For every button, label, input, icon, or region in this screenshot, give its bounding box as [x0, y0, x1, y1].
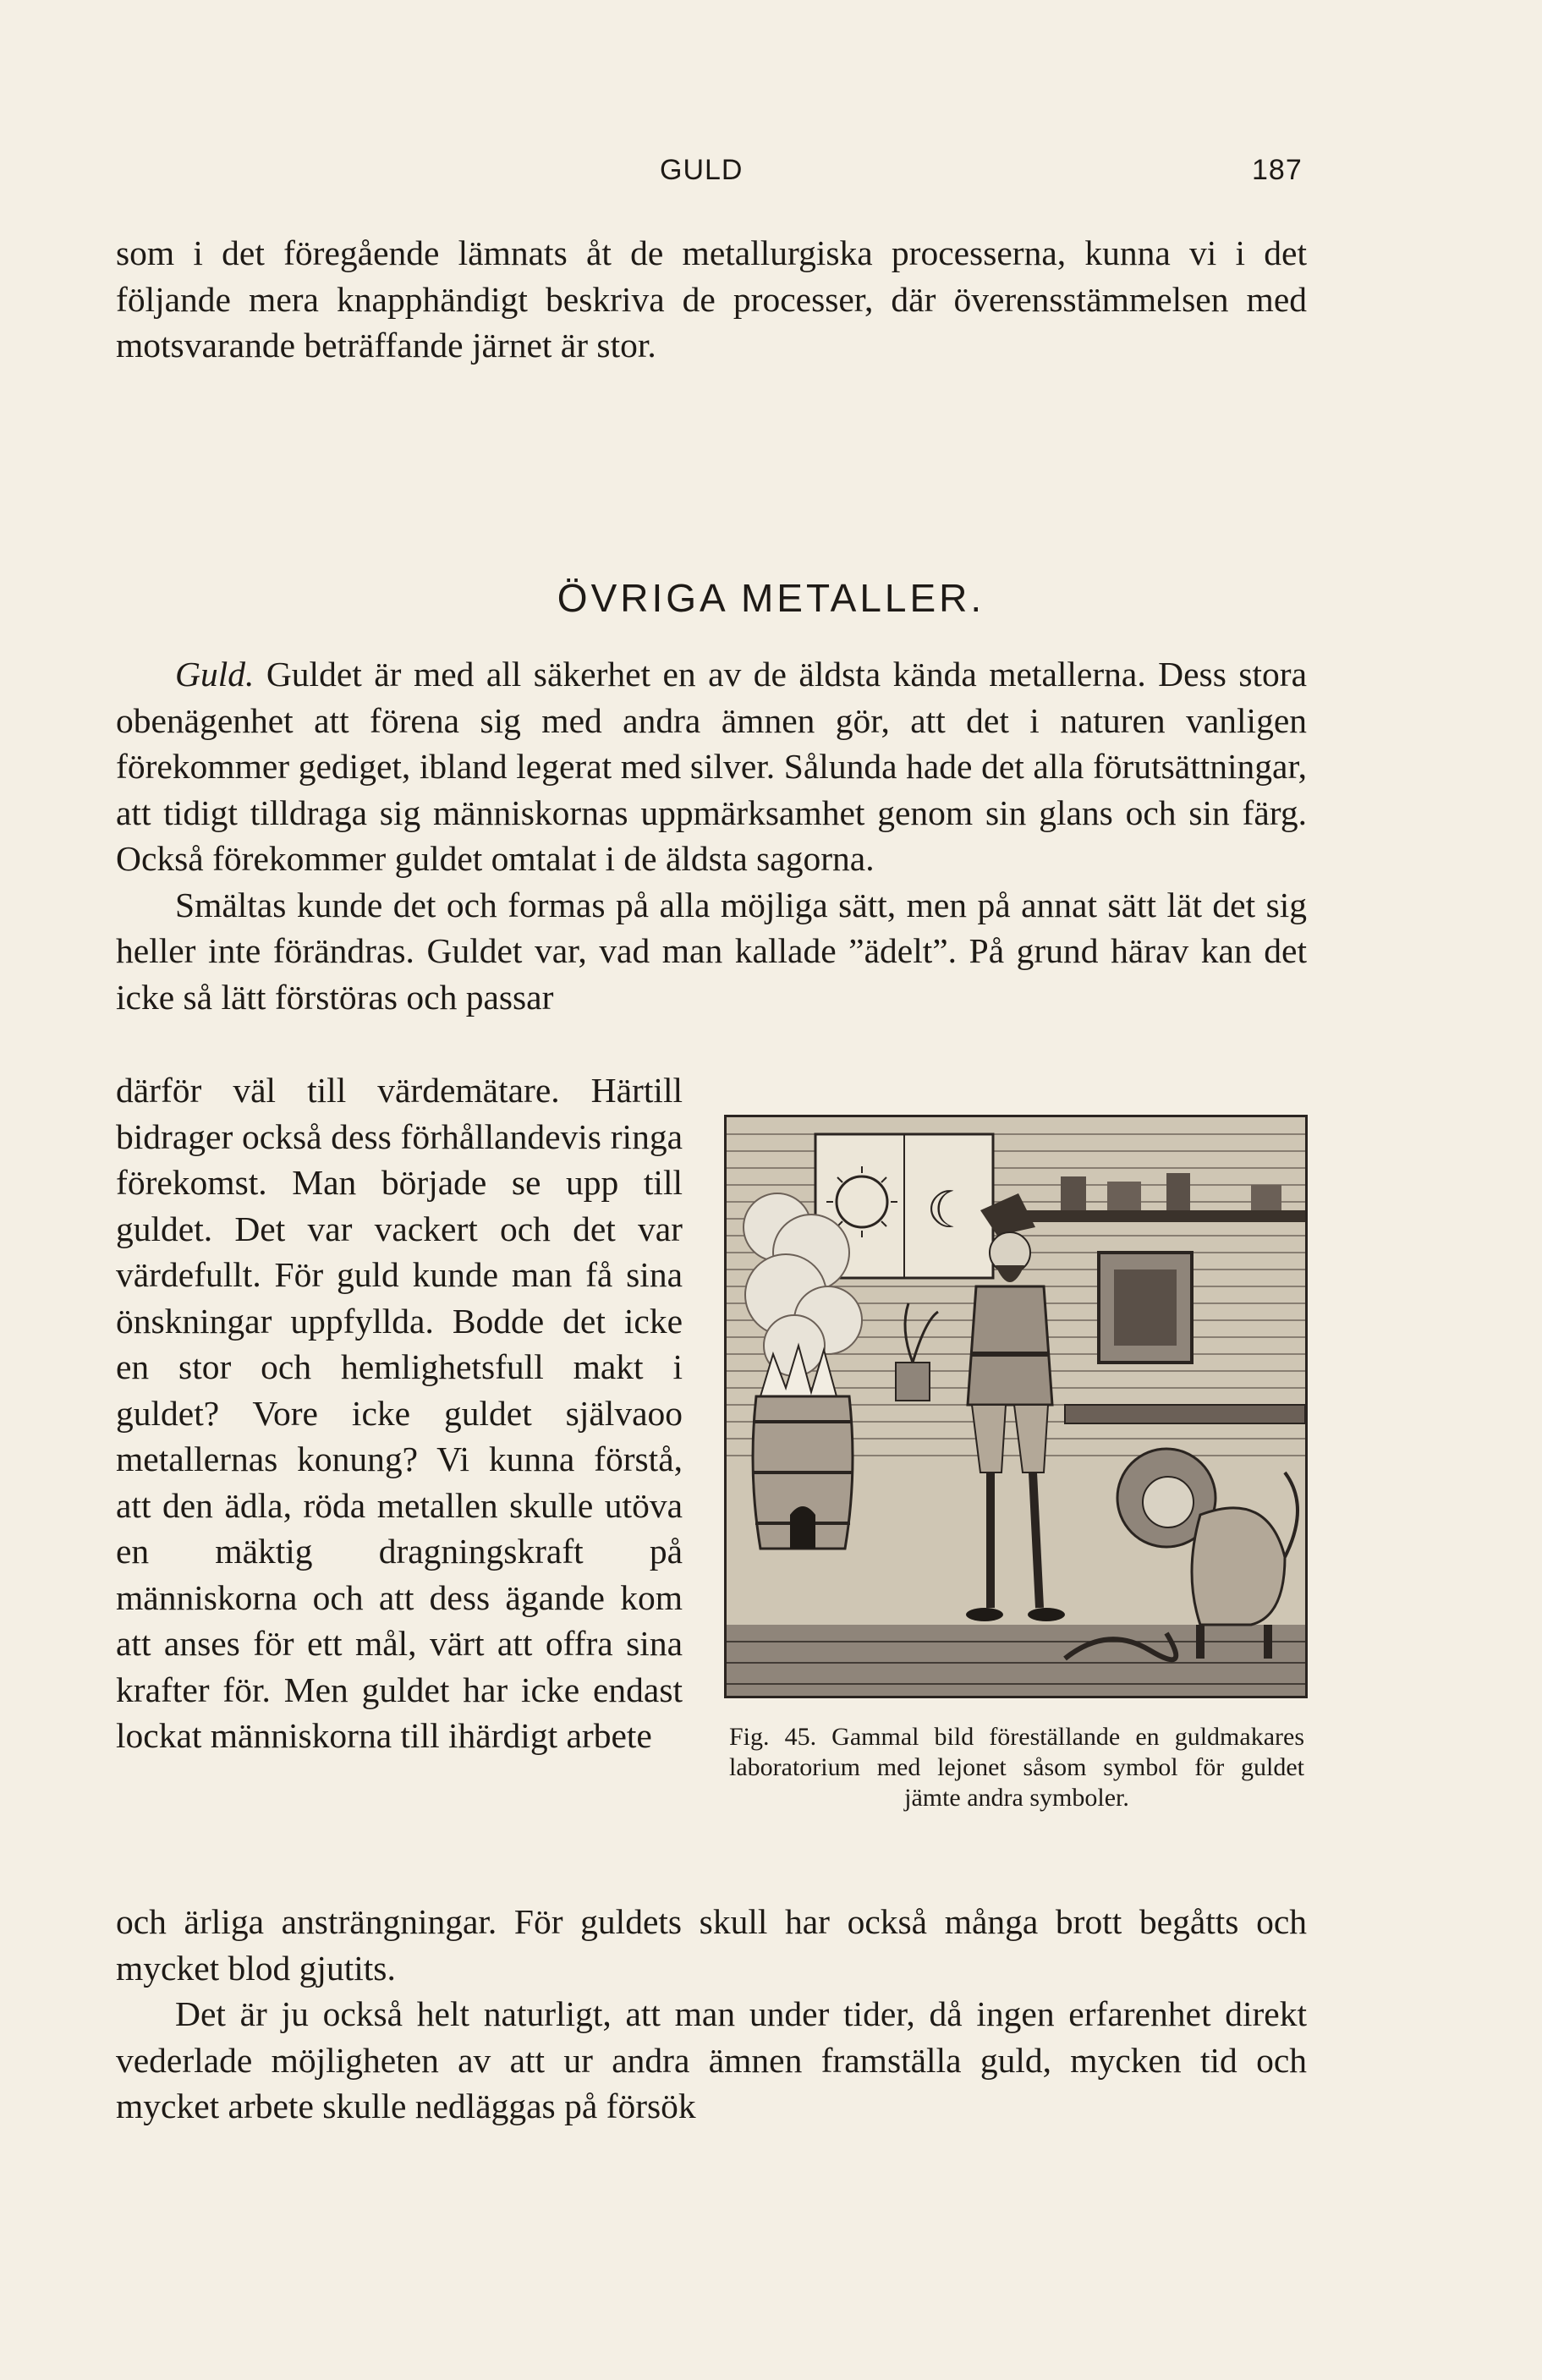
figure-illustration — [724, 1115, 1308, 1698]
table — [1065, 1405, 1305, 1423]
moon-icon: ☾ — [926, 1181, 972, 1240]
shelf — [997, 1210, 1305, 1222]
alchemist-lab-engraving — [727, 1117, 1305, 1696]
running-title: GULD — [660, 154, 744, 186]
body-text-top — [116, 651, 1307, 1020]
run-in-heading: Guld. — [175, 655, 255, 694]
running-header — [0, 154, 1542, 196]
paragraph-smaltas-start: Smältas kunde det och formas på alla möjliga sätt, men på annat sätt lät det sig heller inte förändras. Guldet var, vad man kallade ”ädelt”. På grund härav kan det icke så lätt förstöras och passar — [116, 885, 1307, 1017]
intro-paragraph: som i det föregående lämnats åt de metallurgiska processerna, kunna vi i det följande mera knapphändigt beskriva de processer, där överensstämmelsen med motsvarande beträffande järnet är stor. — [116, 233, 1307, 365]
paragraph-smaltas-wrapped: därför väl till värdemätare. Härtill bidrager också dess förhållandevis ringa förekomst. Man började se upp till guldet. Det var vackert och det var värdefullt. För guld kunde man få sina önskningar uppfyllda. Bodde det icke en stor och hemlighetsfull makt i guldet? Vore icke guldet självaoo metallernas konung? Vi kunna förstå, att den ädla, röda metallen skulle utöva en mäktig dragningskraft på människorna och att dess ägande kom att anses för ett mål, värt att offra sina krafter för. Men guldet har icke endast lockat människorna till ihärdigt arbete — [116, 1071, 683, 1755]
page-number: 187 — [1252, 154, 1303, 186]
paragraph-guld: Guld. Guldet är med all säkerhet en av de äldsta kända metallerna. Dess stora obenägenhet att förena sig med andra ämnen gör, att det i naturen vanligen förekommer gediget, ibland legerat med silver. Sålunda hade det alla förutsättningar, att tidigt tilldraga sig människornas uppmärksamhet genom sin glans och sin färg. Också förekommer guldet omtalat i de äldsta sagorna. — [116, 655, 1307, 878]
wrapped-text-column — [116, 1067, 683, 1759]
figure-caption: Fig. 45. Gammal bild föreställande en guldmakares laboratorium med lejonet såsom symbol för guldet jämte andra symboler. — [729, 1723, 1304, 1812]
section-heading: ÖVRIGA METALLER. — [557, 576, 985, 620]
paragraph-naturligt: Det är ju också helt naturligt, att man under tider, då ingen erfarenhet direkt vederlade möjligheten av att ur andra ämnen framställa guld, mycken tid och mycket arbete skulle nedläggas på försök — [116, 1994, 1307, 2125]
body-text-bottom — [116, 1899, 1307, 2130]
paragraph-smaltas-end: och ärliga ansträngningar. För guldets skull har också många brott begåtts och mycket blod gjutits. — [116, 1902, 1307, 1988]
